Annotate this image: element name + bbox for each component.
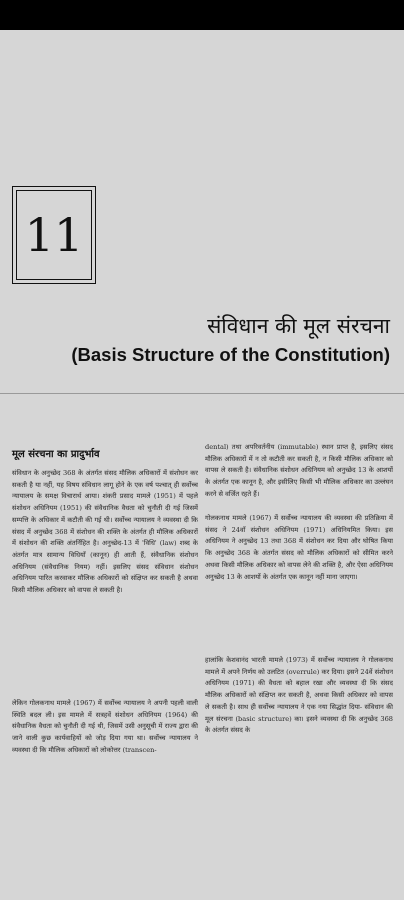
chapter-number: 11 [16,190,92,280]
paragraph: dental) तथा अपरिवर्तनीय (immutable) स्थान प्राप्त है, इसलिए संसद मौलिक अधिकारों में न तो कटौती कर सकती है, न किसी मौलिक अधिकार को वापस ले सकती है। संवैधानिक संशोधन अधिनियम को अनुच्छेद 13 के आशयों के अंतर्गत एक कानून है, और इसीलिए किसी भी मौलिक अधिकार का उल्लंघन करने से वर्जित रहते हैं। [205,443,393,498]
paragraph: हालांकि केशवानंद भारती मामले (1973) में सर्वोच्च न्यायालय ने गोलकनाथ मामले में अपने निर्णय को उलटित (overrule) कर दिया। इसने 24वें संशोधन अधिनियम (1971) की वैधता को बहाल रखा और व्यवस्था दी कि संसद मौलिक अधिकारों को संक्षिप्त कर सकती है, अथवा किसी अधिकार को वापस ले सकती है। साथ ही सर्वोच्च न्यायालय ने एक नया सिद्धांत दिया- संविधान की मूल संरचना (basic structure) का। इसने व्यवस्था दी कि अनुच्छेद 368 के अंतर्गत संसद के [205,656,393,735]
header-divider [0,393,404,394]
chapter-number-box [12,186,96,284]
status-bar [0,0,404,30]
section-heading: मूल संरचना का प्रादुर्भाव [12,449,100,460]
paragraph: लेकिन गोलकनाथ मामले (1967) में सर्वोच्च न्यायालय ने अपनी पहली वाली स्थिति बदल ली। इस मामले में सत्रहवें संशोधन अधिनियम (1964) की संवैधानिक वैधता को चुनौती दी गई थी, जिसमें उसी अनुसूची में राज्य द्वारा की जाने वाली कुछ कार्यवाहियों को जोड़ दिया गया था। सर्वोच्च न्यायालय ने व्यवस्था दी कि मौलिक अधिकारों को लोकोत्तर (transcen- [12,699,198,754]
chapter-title-english: (Basis Structure of the Constitution) [71,344,390,365]
body-column-right [205,442,393,797]
paragraph: गोलकनाथ मामले (1967) में सर्वोच्च न्यायालय की व्यवस्था की प्रतिक्रिया में संसद ने 24वाँ संशोधन अधिनियम (1971) अधिनियमित किया। इस अधिनियम ने अनुच्छेद 13 तथा 368 में संशोधन कर दिया और घोषित किया कि अनुच्छेद 368 के अंतर्गत संसद को मौलिक अधिकारों को सीमित करने अथवा किसी मौलिक अधिकार को वापस लेने की शक्ति है, और ऐसा अधिनियम अनुच्छेद 13 के आशयों के अंतर्गत एक कानून नहीं माना जाएगा। [205,514,393,581]
body-column-left [12,442,198,793]
paragraph: संविधान के अनुच्छेद 368 के अंतर्गत संसद मौलिक अधिकारों में संशोधन कर सकती है या नहीं, यह विषय संविधान लागू होने के एक वर्ष पश्चात् ही सर्वोच्च न्यायालय के समक्ष विचारार्थ आया। शंकरी प्रसाद मामले (1951) में पहले संशोधन अधिनियम (1951) की संवैधानिक वैधता को चुनौती दी गई जिसमें सम्पत्ति के अधिकार में कटौती की गई थी। सर्वोच्च न्यायालय ने व्यवस्था दी कि संसद में अनुच्छेद 368 में संशोधन की शक्ति के अंतर्गत ही मौलिक अधिकारों में संशोधन की शक्ति अंतर्निहित है। अनुच्छेद-13 में 'विधि' (law) शब्द के अंतर्गत मात्र सामान्य विधियाँ (कानून) ही आती हैं, संवैधानिक संशोधन अधिनियम (संवैधानिक नियम) नहीं। इसलिए संसद संविधान संशोधन अधिनियम पारित करवाकर मौलिक अधिकारों को संक्षिप्त कर सकती है अथवा किसी मौलिक अधिकार को वापस ले सकती है। [12,469,198,595]
chapter-title-hindi: संविधान की मूल संरचना [207,314,390,338]
